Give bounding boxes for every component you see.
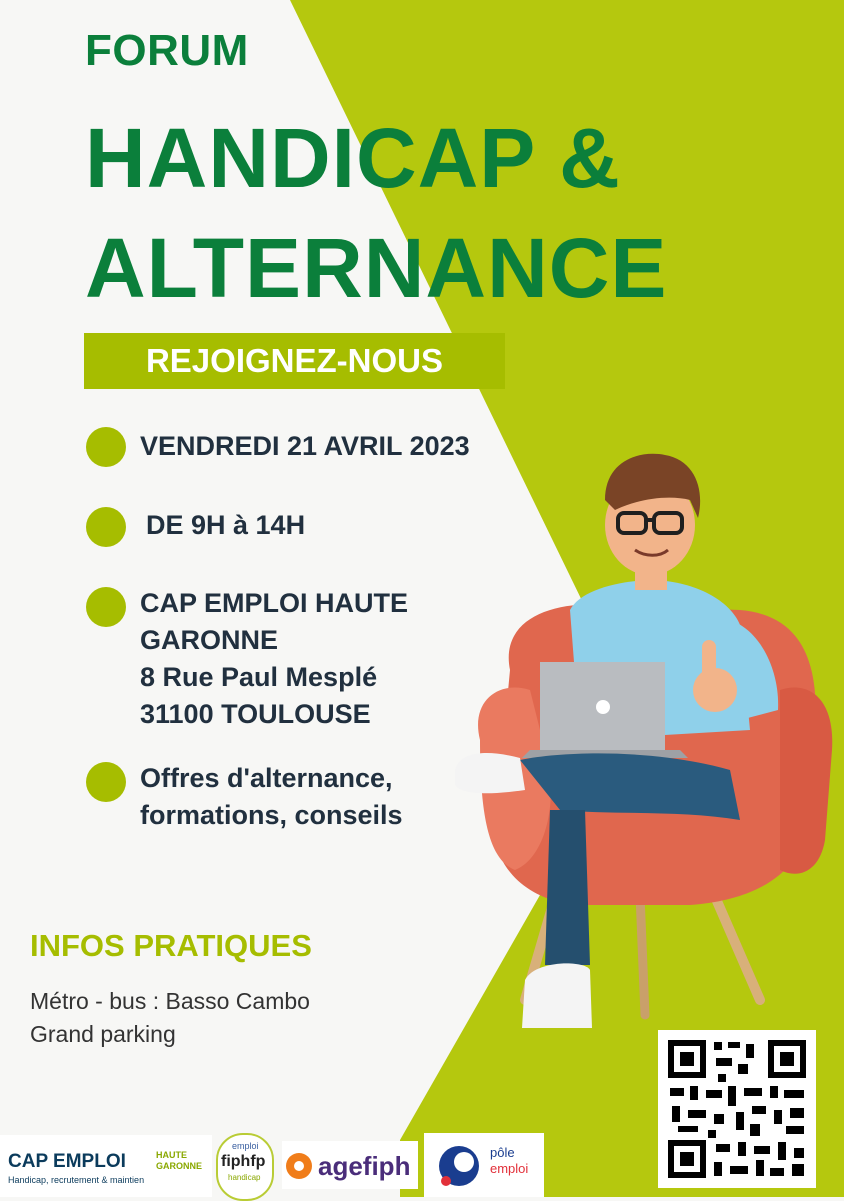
title-line-handicap: HANDICAP & [85, 111, 621, 205]
bullet-dot-location [86, 587, 126, 627]
event-hours: DE 9H à 14H [146, 510, 306, 540]
pole-emploi-icon [438, 1145, 480, 1187]
event-offers: Offres d'alternance, formations, conseils [140, 763, 403, 830]
forum-label: FORUM [85, 26, 249, 75]
fiphfp-logo: emploi fiphfp handicap [216, 1133, 274, 1201]
agefiph-icon [286, 1153, 312, 1179]
practical-transport: Métro - bus : Basso Cambo [30, 988, 310, 1014]
qr-code[interactable] [658, 1030, 816, 1188]
practical-info-heading: INFOS PRATIQUES [30, 928, 312, 963]
join-us-badge: REJOIGNEZ-NOUS [84, 333, 505, 389]
man-armchair-laptop-illustration [440, 440, 844, 1040]
pole-emploi-logo: pôle emploi [424, 1133, 544, 1197]
partner-logos [0, 1133, 560, 1197]
qr-code-icon [658, 1030, 816, 1188]
agefiph-logo: agefiph [282, 1141, 418, 1189]
event-date: VENDREDI 21 AVRIL 2023 [140, 431, 470, 461]
practical-parking: Grand parking [30, 1021, 176, 1047]
bullet-dot-hours [86, 507, 126, 547]
cap-emploi-logo: CAP EMPLOI HAUTE GARONNE Handicap, recrutement & maintien [0, 1135, 212, 1197]
event-location: CAP EMPLOI HAUTE GARONNE 8 Rue Paul Mesplé 31100 TOULOUSE [140, 588, 409, 729]
bullet-dot-date [86, 427, 126, 467]
bullet-dot-offers [86, 762, 126, 802]
title-line-alternance: ALTERNANCE [85, 221, 668, 315]
